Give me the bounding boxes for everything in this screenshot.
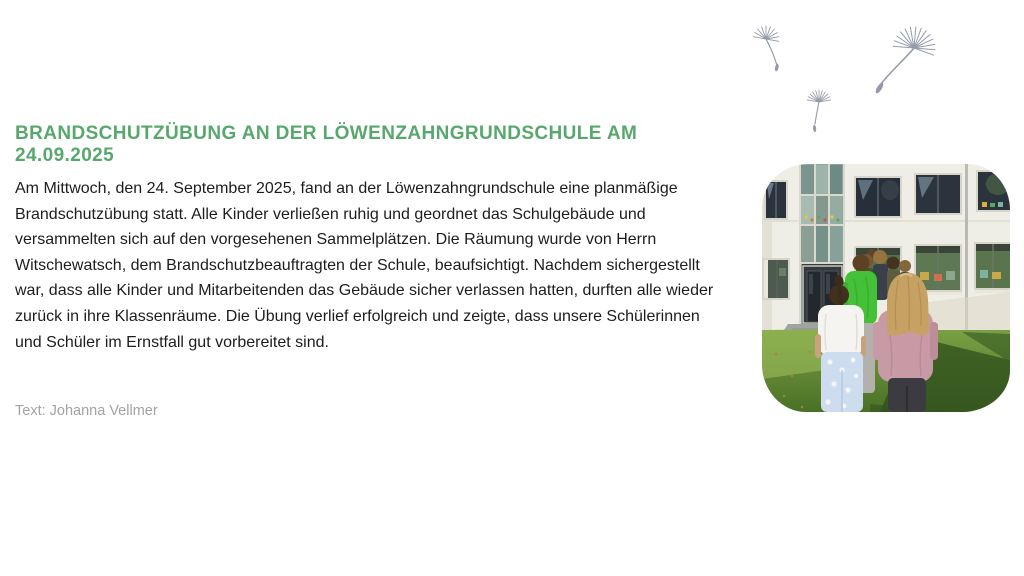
school-photo	[762, 164, 1010, 412]
article-body: Am Mittwoch, den 24. September 2025, fand an der Löwenzahngrundschule eine planmäßige Brandschutzübung statt. Alle Kinder verließen ruhig und geordnet das Schulgebäude und versammelten sich auf den vorgesehenen Sammelplätzen. Die Räumung wurde von Herrn Witschewatsch, dem Brandschutzbeauftragten der Schule, beaufsichtigt. Nachdem sichergestellt war, dass alle Kinder und Mitarbeitenden das Gebäude sicher verlassen hatten, durften alle wieder zurück in ihre Klassenräume. Die Übung verlief erfolgreich und zeigte, dass unsere Schülerinnen und Schüler im Ernstfall gut vorbereitet sind.	[15, 180, 714, 351]
dandelion-seed-icon	[868, 20, 940, 102]
dandelion-seed-icon	[800, 88, 838, 138]
page-title: BRANDSCHUTZÜBUNG AN DER LÖWENZAHNGRUNDSCHULE AM 24.09.2025	[15, 123, 638, 166]
dandelion-seed-icon	[750, 24, 792, 76]
author-credit: Text: Johanna Vellmer	[15, 403, 158, 419]
